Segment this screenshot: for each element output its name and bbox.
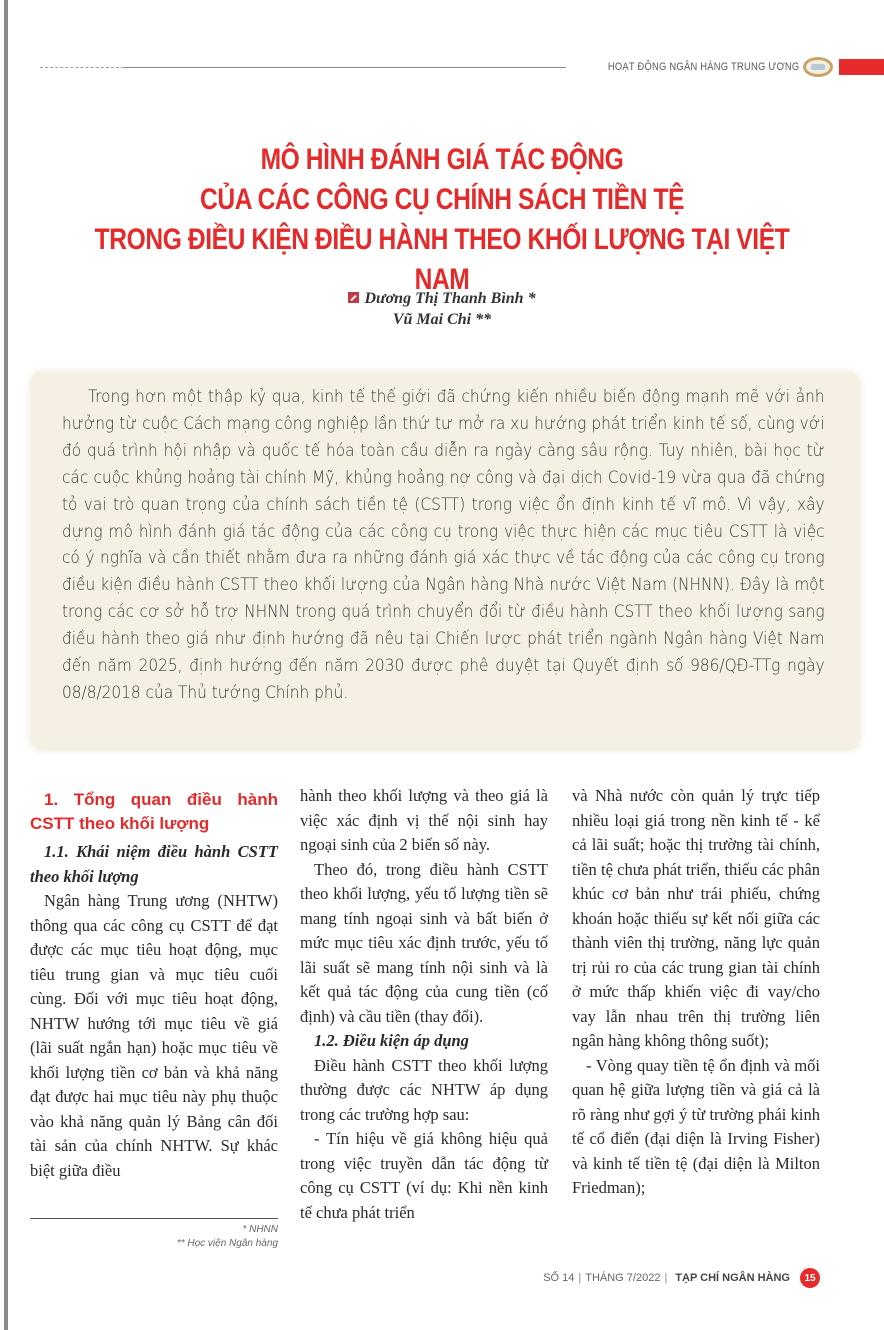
page-number-badge: 15	[800, 1268, 820, 1288]
author-1: Dương Thị Thanh Bình *	[364, 290, 536, 307]
column-2-paragraph-2: Theo đó, trong điều hành CSTT theo khối lượng, yếu tố lượng tiền sẽ mang tính ngoại sinh và bất biến ở mức mục tiêu xác định trước, yếu tố lãi suất sẽ mang tính nội sinh và là kết quả tác động của cung tiền (cố định) và cầu tiền (thay đổi).	[300, 859, 548, 1026]
issue-date: THÁNG 7/2022	[585, 1272, 661, 1284]
column-3-paragraph-2: - Vòng quay tiền tệ ổn định và mối quan hệ giữa lượng tiền và giá cả là rõ ràng như gợi ý từ trường phái kinh tế cổ điển (đại diện là Irving Fisher) và kinh tế tiền tệ (đại diện là Milton Friedman);	[572, 1055, 820, 1197]
column-2-paragraph-3: Điều hành CSTT theo khối lượng thường được các NHTW áp dụng trong các trường hợp sau:	[300, 1055, 548, 1124]
header-red-bar	[839, 59, 884, 75]
header-dashed-line	[40, 67, 124, 68]
column-3	[572, 784, 820, 1201]
section-1-heading: 1. Tổng quan điều hành CSTT theo khối lượng	[30, 790, 278, 833]
header-solid-line	[124, 67, 566, 68]
title-line-3: TRONG ĐIỀU KIỆN ĐIỀU HÀNH THEO KHỐI LƯỢNG TẠI VIỆT NAM	[94, 223, 790, 296]
running-header	[40, 56, 884, 78]
pen-icon	[348, 292, 359, 303]
footnotes	[30, 1218, 278, 1251]
section-label: HOẠT ĐỘNG NGÂN HÀNG TRUNG ƯƠNG	[607, 61, 799, 73]
author-1-line	[0, 288, 884, 309]
footnote-2: ** Học viện Ngân hàng	[176, 1238, 278, 1249]
column-3-paragraph-1: và Nhà nước còn quản lý trực tiếp nhiều loại giá trong nền kinh tế - kể cả lãi suất; hoặc thị trường tài chính, tiền tệ chưa phát triển, thiếu các phân khúc cơ bản như trái phiếu, chứng khoán hoặc thiếu sự kết nối giữa các thành viên thị trường, năng lực quản trị rủi ro của các trung gian tài chính ở mức thấp khiến việc đi vay/cho vay lẫn nhau trên thị trường liên ngân hàng không thông suốt);	[572, 786, 820, 1050]
column-2	[300, 784, 548, 1225]
abstract-box	[30, 372, 860, 750]
author-2: Vũ Mai Chi **	[392, 311, 492, 328]
column-2-paragraph-1: hành theo khối lượng và theo giá là việc xác định vị thế nội sinh hay ngoại sinh của 2 biến số này.	[300, 786, 548, 854]
column-2-paragraph-4: - Tín hiệu về giá không hiệu quả trong việc truyền dẫn tác động từ công cụ CSTT (ví dụ: Khi nền kinh tế chưa phát triển	[300, 1129, 548, 1222]
magazine-name: TẠP CHÍ NGÂN HÀNG	[675, 1272, 790, 1284]
subsection-1-1-heading: 1.1. Khái niệm điều hành CSTT theo khối lượng	[30, 842, 278, 886]
page-footer	[543, 1268, 820, 1288]
title-line-2: CỦA CÁC CÔNG CỤ CHÍNH SÁCH TIỀN TỆ	[199, 183, 684, 216]
footnote-1: * NHNN	[242, 1224, 278, 1235]
issue-number: SỐ 14	[543, 1272, 575, 1284]
column-1	[30, 788, 278, 1183]
footnote-rule	[30, 1218, 278, 1219]
article-title	[0, 140, 884, 300]
footer-separator: |	[664, 1272, 668, 1284]
column-1-paragraph: Ngân hàng Trung ương (NHTW) thông qua các công cụ CSTT để đạt được các mục tiêu hoạt động, mục tiêu trung gian và mục tiêu cuối cùng. Đối với mục tiêu hoạt động, NHTW hướng tới mục tiêu về giá (lãi suất ngắn hạn) hoặc mục tiêu về khối lượng tiền cơ bản và khả năng đạt được hai mục tiêu này phụ thuộc vào khả năng quản lý Bảng cân đối tài sản của chính NHTW. Sự khác biệt giữa điều	[30, 891, 278, 1180]
bank-logo-icon	[803, 57, 833, 77]
footer-separator: |	[578, 1272, 582, 1284]
authors-block	[0, 288, 884, 330]
title-line-1: MÔ HÌNH ĐÁNH GIÁ TÁC ĐỘNG	[260, 143, 624, 176]
subsection-1-2-heading: 1.2. Điều kiện áp dụng	[314, 1031, 469, 1050]
abstract-text: Trong hơn một thập kỷ qua, kinh tế thế giới đã chứng kiến nhiều biến động mạnh mẽ với ảnh hưởng từ cuộc Cách mạng công nghiệp lần thứ tư mở ra xu hướng phát triển kinh tế số, cùng với đó quá trình hội nhập và quốc tế hóa toàn cầu diễn ra ngày càng sâu rộng. Tuy nhiên, bài học từ các cuộc khủng hoảng tài chính Mỹ, khủng hoảng nợ công và đại dịch Covid-19 vừa qua đã chứng tỏ vai trò quan trọng của chính sách tiền tệ (CSTT) trong việc ổn định kinh tế vĩ mô. Vì vậy, xây dựng mô hình đánh giá tác động của các công cụ trong việc thực hiện các mục tiêu CSTT là việc có ý nghĩa và cần thiết nhằm đưa ra những đánh giá xác thực về tác động của các công cụ trong điều kiện điều hành CSTT theo khối lượng của Ngân hàng Nhà nước Việt Nam (NHNN). Đây là một trong các cơ sở hỗ trợ NHNN trong quá trình chuyển đổi từ điều hành CSTT theo khối lượng sang điều hành theo giá như định hướng đã nêu tại Chiến lược phát triển ngành Ngân hàng Việt Nam đến năm 2025, định hướng đến năm 2030 được phê duyệt tại Quyết định số 986/QĐ-TTg ngày 08/8/2018 của Thủ tướng Chính phủ.	[62, 387, 825, 702]
